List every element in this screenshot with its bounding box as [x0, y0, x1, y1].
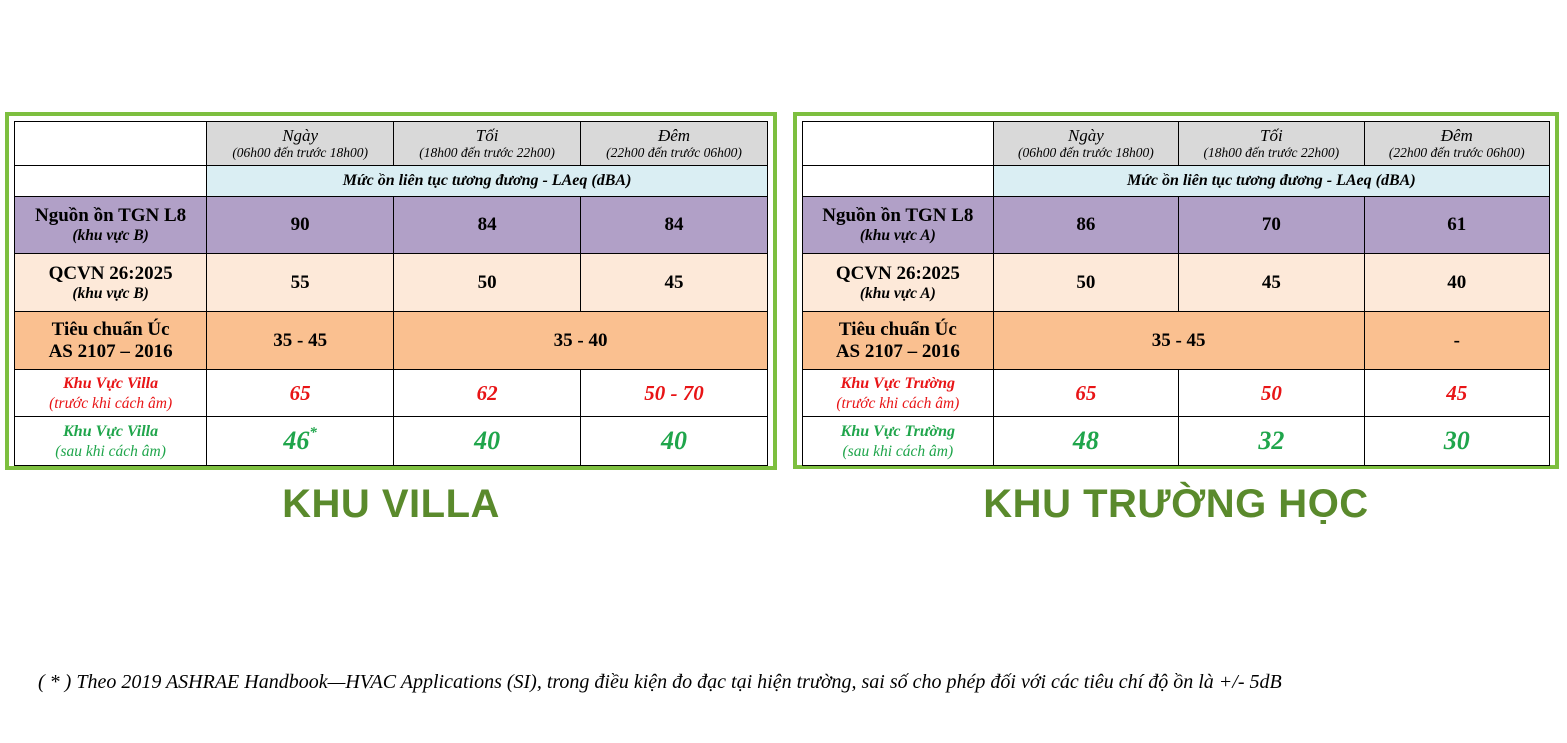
school-table	[802, 121, 1550, 466]
header-day: Ngày (06h00 đến trước 18h00)	[207, 122, 394, 166]
subheader: Mức ồn liên tục tương đương - LAeq (dBA)	[993, 166, 1549, 197]
header-day: Ngày (06h00 đến trước 18h00)	[993, 122, 1178, 166]
row-label-source: Nguồn ồn TGN L8 (khu vực A)	[803, 197, 994, 254]
header-night: Đêm (22h00 đến trước 06h00)	[581, 122, 768, 166]
after-day-value: 48	[993, 417, 1178, 466]
qcvn-night-value: 40	[1364, 254, 1549, 312]
aus-night-value: -	[1364, 312, 1549, 370]
qcvn-day-value: 50	[993, 254, 1178, 312]
after-evening-value: 40	[394, 417, 581, 466]
before-night-value: 50 - 70	[581, 370, 768, 417]
before-day-value: 65	[207, 370, 394, 417]
subheader: Mức ồn liên tục tương đương - LAeq (dBA)	[207, 166, 768, 197]
source-evening-value: 84	[394, 197, 581, 254]
aus-day-value: 35 - 45	[207, 312, 394, 370]
row-label-source: Nguồn ồn TGN L8 (khu vực B)	[15, 197, 207, 254]
source-night-value: 84	[581, 197, 768, 254]
after-day-value: 46	[283, 426, 310, 455]
villa-caption: KHU VILLA	[282, 482, 500, 526]
source-evening-value: 70	[1179, 197, 1364, 254]
qcvn-night-value: 45	[581, 254, 768, 312]
row-label-aus-standard: Tiêu chuẩn Úc AS 2107 – 2016	[803, 312, 994, 370]
subheader-corner	[803, 166, 994, 197]
subheader-corner	[15, 166, 207, 197]
header-night: Đêm (22h00 đến trước 06h00)	[1364, 122, 1549, 166]
after-day-cell	[207, 417, 394, 466]
source-day-value: 90	[207, 197, 394, 254]
row-label-qcvn: QCVN 26:2025 (khu vực A)	[803, 254, 994, 312]
before-evening-value: 50	[1179, 370, 1364, 417]
header-evening: Tối (18h00 đến trước 22h00)	[394, 122, 581, 166]
row-label-aus-standard: Tiêu chuẩn Úc AS 2107 – 2016	[15, 312, 207, 370]
qcvn-day-value: 55	[207, 254, 394, 312]
aus-evening-night-value: 35 - 40	[394, 312, 768, 370]
qcvn-evening-value: 50	[394, 254, 581, 312]
before-evening-value: 62	[394, 370, 581, 417]
row-label-before: Khu Vực Villa (trước khi cách âm)	[15, 370, 207, 417]
row-label-after: Khu Vực Trường (sau khi cách âm)	[803, 417, 994, 466]
source-night-value: 61	[1364, 197, 1549, 254]
corner-cell	[803, 122, 994, 166]
footnote: ( * ) Theo 2019 ASHRAE Handbook—HVAC Applications (SI), trong điều kiện đo đạc tại hiện trường, sai số cho phép đối với các tiêu chí độ ồn là +/- 5dB	[38, 671, 1282, 693]
villa-panel	[5, 112, 777, 470]
school-caption: KHU TRƯỜNG HỌC	[983, 482, 1369, 526]
header-evening: Tối (18h00 đến trước 22h00)	[1179, 122, 1364, 166]
qcvn-evening-value: 45	[1179, 254, 1364, 312]
school-panel	[793, 112, 1559, 469]
before-night-value: 45	[1364, 370, 1549, 417]
after-night-value: 30	[1364, 417, 1549, 466]
row-label-after: Khu Vực Villa (sau khi cách âm)	[15, 417, 207, 466]
corner-cell	[15, 122, 207, 166]
source-day-value: 86	[993, 197, 1178, 254]
before-day-value: 65	[993, 370, 1178, 417]
aus-day-evening-value: 35 - 45	[993, 312, 1364, 370]
after-evening-value: 32	[1179, 417, 1364, 466]
villa-table	[14, 121, 768, 466]
row-label-before: Khu Vực Trường (trước khi cách âm)	[803, 370, 994, 417]
row-label-qcvn: QCVN 26:2025 (khu vực B)	[15, 254, 207, 312]
asterisk-mark: *	[309, 425, 317, 442]
after-night-value: 40	[581, 417, 768, 466]
